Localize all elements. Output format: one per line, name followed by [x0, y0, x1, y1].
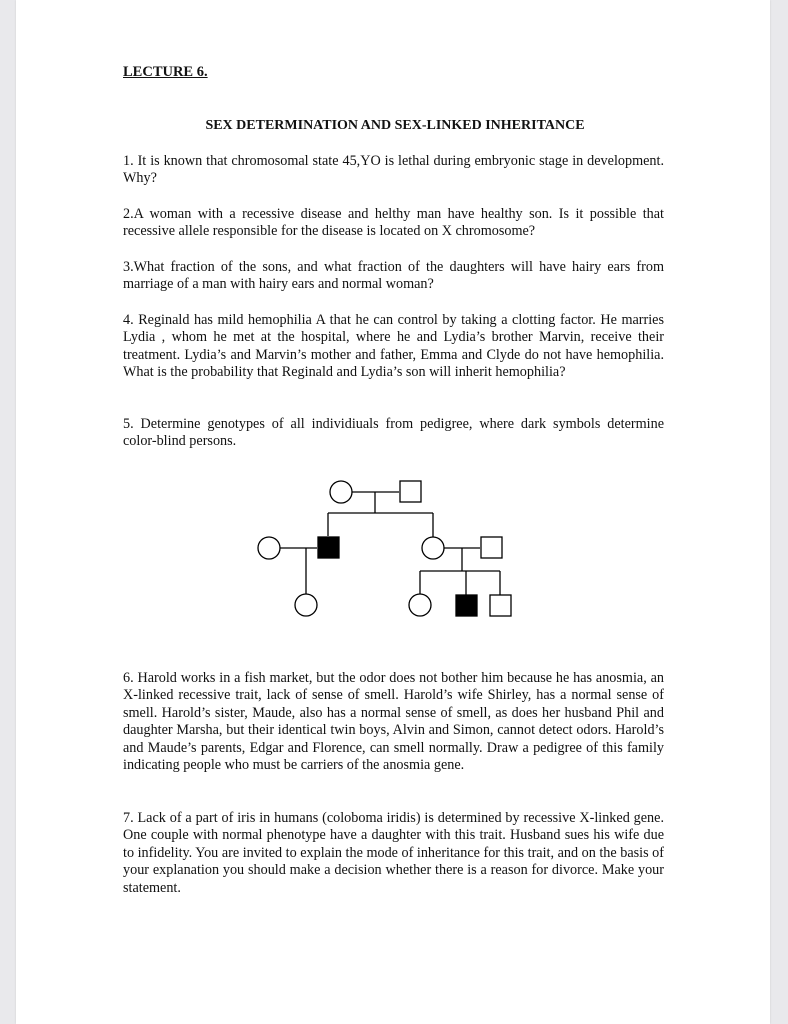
section-title: SEX DETERMINATION AND SEX-LINKED INHERITANCE	[205, 118, 585, 133]
question-1: 1. It is known that chromosomal state 45,YO is lethal during embryonic stage in development. Why?	[123, 153, 664, 187]
document-page	[16, 0, 770, 1024]
pedigree-female-gen2-spouse	[258, 537, 280, 559]
lecture-title: LECTURE 6.	[123, 64, 208, 80]
pedigree-male-gen2-affected	[318, 537, 339, 558]
question-5: 5. Determine genotypes of all individiuals from pedigree, where dark symbols determine color-blind persons.	[123, 416, 664, 450]
pedigree-male-gen2-spouse	[481, 537, 502, 558]
question-4: 4. Reginald has mild hemophilia A that he can control by taking a clotting factor. He marries Lydia , whom he met at the hospital, where he and Lydia’s brother Marvin, receive their treatment. Lydia’s and Marvin’s mother and father, Emma and Clyde do not have hemophilia. What is the probability that Reginald and Lydia’s son will inherit hemophilia?	[123, 312, 664, 381]
question-2: 2.A woman with a recessive disease and helthy man have healthy son. Is it possible that recessive allele responsible for the disease is located on X chromosome?	[123, 206, 664, 240]
pedigree-female-gen3-left	[295, 594, 317, 616]
question-7: 7. Lack of a part of iris in humans (coloboma iridis) is determined by recessive X-linked gene. One couple with normal phenotype have a daughter with this trait. Husband sues his wife due to infidelity. You are invited to explain the mode of inheritance for this trait, and on the basis of your explanation you should make a decision whether there is a reason for divorce. Make your statement.	[123, 810, 664, 896]
pedigree-female-gen2-daughter	[422, 537, 444, 559]
pedigree-male-gen3-affected	[456, 595, 477, 616]
pedigree-female-gen3-right	[409, 594, 431, 616]
question-3: 3.What fraction of the sons, and what fraction of the daughters will have hairy ears from marriage of a man with hairy ears and normal woman?	[123, 259, 664, 293]
question-6: 6. Harold works in a fish market, but the odor does not bother him because he has anosmia, an X-linked recessive trait, lack of sense of smell. Harold’s wife Shirley, has a normal sense of smell. Harold’s sister, Maude, also has a normal sense of smell, as does her husband Phil and daughter Marsha, but their identical twin boys, Alvin and Simon, cannot detect odors. Harold’s and Maude’s parents, Edgar and Florence, can smell normally. Draw a pedigree of this family indicating people who must be carriers of the anosmia gene.	[123, 670, 664, 774]
pedigree-male-gen3-unaffected	[490, 595, 511, 616]
pedigree-female-gen1	[330, 481, 352, 503]
pedigree-male-gen1	[400, 481, 421, 502]
